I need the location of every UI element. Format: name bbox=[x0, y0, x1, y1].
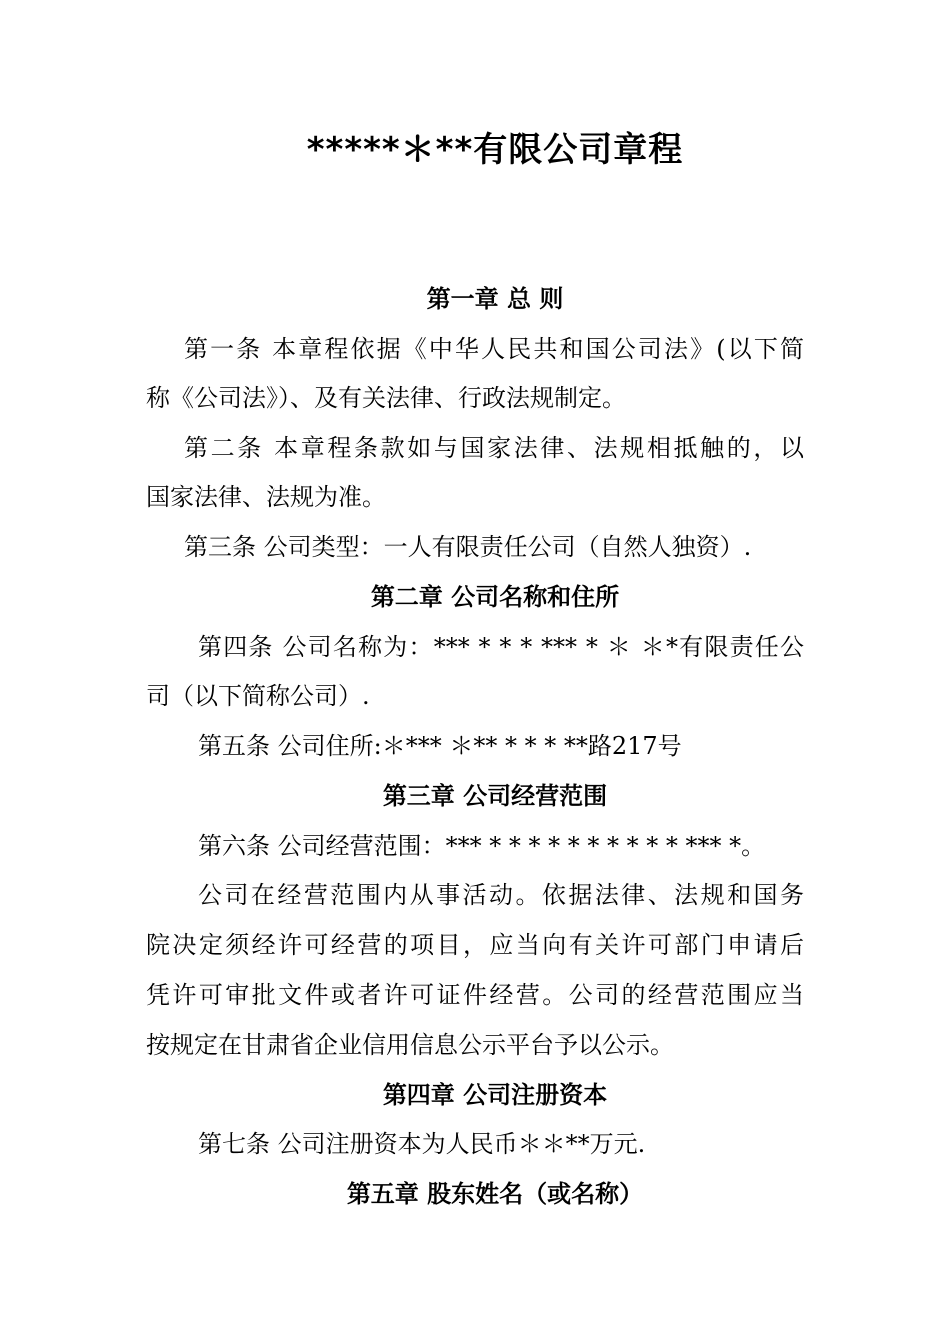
chapter-2-heading: 第二章 公司名称和住所 bbox=[370, 583, 620, 611]
article-2-line-1: 第二条 本章程条款如与国家法律、法规相抵触的，以 bbox=[184, 434, 804, 462]
scope-paragraph-line-4: 按规定在甘肃省企业信用信息公示平台予以公示。 bbox=[146, 1031, 674, 1059]
chapter-1-heading: 第一章 总 则 bbox=[426, 285, 564, 313]
scope-paragraph-line-3: 凭许可审批文件或者许可证件经营。公司的经营范围应当 bbox=[146, 981, 804, 1009]
article-4-line-1: 第四条 公司名称为：*** * * * *** * ＊ ＊*有限责任公 bbox=[198, 633, 804, 661]
article-4-line-2: 司（以下简称公司）. bbox=[146, 682, 370, 710]
document-title: *****＊**有限公司章程 bbox=[306, 130, 684, 170]
article-3-line-1: 第三条 公司类型：一人有限责任公司（自然人独资）. bbox=[184, 533, 752, 561]
article-5-line-1: 第五条 公司住所:＊*** ＊** * * * **路217号 bbox=[198, 732, 682, 760]
article-7-line-1: 第七条 公司注册资本为人民币＊＊**万元. bbox=[198, 1130, 646, 1158]
article-2-line-2: 国家法律、法规为准。 bbox=[146, 483, 386, 511]
article-1-line-2: 称《公司法》）、及有关法律、行政法规制定。 bbox=[146, 384, 626, 412]
chapter-4-heading: 第四章 公司注册资本 bbox=[382, 1081, 608, 1109]
scope-paragraph-line-1: 公司在经营范围内从事活动。依据法律、法规和国务 bbox=[198, 881, 804, 909]
chapter-3-heading: 第三章 公司经营范围 bbox=[382, 782, 608, 810]
article-6-line-1: 第六条 公司经营范围：*** * * * * * * * * * * *** *。 bbox=[198, 832, 766, 860]
article-1-line-1: 第一条 本章程依据《中华人民共和国公司法》(以下简 bbox=[184, 335, 804, 363]
chapter-5-heading: 第五章 股东姓名（或名称） bbox=[346, 1180, 644, 1208]
scope-paragraph-line-2: 院决定须经许可经营的项目，应当向有关许可部门申请后 bbox=[146, 931, 804, 959]
